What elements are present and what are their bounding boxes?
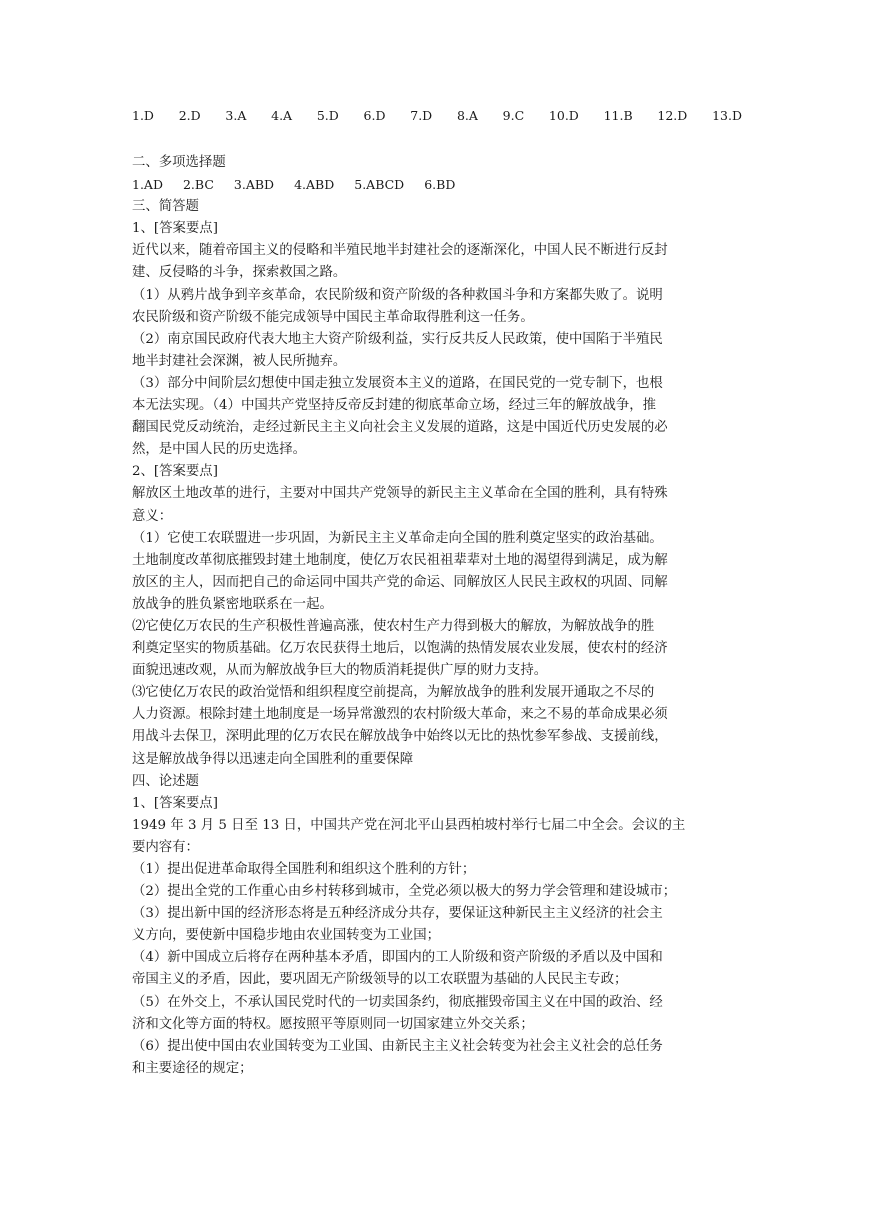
- text-line: ⑵它使亿万农民的生产积极性普遍高涨，使农村生产力得到极大的解放，为解放战争的胜: [132, 618, 655, 634]
- text-line: 1949 年 3 月 5 日至 13 日，中国共产党在河北平山县西柏坡村举行七届二中全会。会议的主: [132, 817, 686, 833]
- text-line: 意义：: [132, 508, 173, 524]
- answer-item: 9.C: [502, 108, 525, 123]
- text-line: 和主要途径的规定；: [132, 1060, 253, 1076]
- section-heading-multiple-choice: 二、多项选择题: [132, 155, 226, 170]
- text-line: （1）从鸦片战争到辛亥革命，农民阶级和资产阶级的各种救国斗争和方案都失败了。说明: [132, 287, 663, 303]
- answer-item: 8.A: [456, 108, 478, 123]
- text-line: （3）部分中间阶层幻想使中国走独立发展资本主义的道路，在国民党的一党专制下，也根: [132, 375, 663, 391]
- question-label: 1、[答案要点]: [132, 221, 218, 237]
- text-line: 济和文化等方面的特权。愿按照平等原则同一切国家建立外交关系；: [132, 1016, 534, 1032]
- text-line: 用战斗去保卫，深明此理的亿万农民在解放战争中始终以无比的热忱参军参战、支援前线，: [132, 729, 668, 745]
- text-line: （1）提出促进革命取得全国胜利和组织这个胜利的方针；: [132, 862, 476, 877]
- text-line: 放区的主人，因而把自己的命运同中国共产党的命运、同解放区人民民主政权的巩固、同解: [132, 574, 668, 590]
- text-line: （2）南京国民政府代表大地主大资产阶级利益，实行反共反人民政策，使中国陷于半殖民: [132, 331, 663, 347]
- text-line: ⑶它使亿万农民的政治觉悟和组织程度空前提高，为解放战争的胜利发展开通取之不尽的: [132, 685, 655, 701]
- text-line: （3）提出新中国的经济形态将是五种经济成分共存，要保证这种新民主主义经济的社会主: [132, 906, 663, 922]
- answer-item: 4.A: [271, 108, 293, 123]
- text-line: （1）它使工农联盟进一步巩固，为新民主主义革命走向全国的胜利奠定坚实的政治基础。: [132, 530, 663, 546]
- question-label: 1、[答案要点]: [132, 795, 218, 811]
- answer-item: 5.D: [316, 108, 339, 123]
- text-line: 农民阶级和资产阶级不能完成领导中国民主革命取得胜利这一任务。: [132, 309, 534, 325]
- text-line: 人力资源。根除封建土地制度是一场异常激烈的农村阶级大革命，来之不易的革命成果必须: [132, 707, 668, 723]
- text-line: （6）提出使中国由农业国转变为工业国、由新民主主义社会转变为社会主义社会的总任务: [132, 1038, 663, 1054]
- answer-item: 6.BD: [424, 177, 456, 193]
- answer-item: 2.D: [178, 108, 201, 123]
- section-heading-short-answer: 三、简答题: [132, 199, 199, 215]
- answer-item: 5.ABCD: [354, 177, 405, 193]
- answer-item: 12.D: [657, 108, 688, 123]
- text-line: 翻国民党反动统治，走经过新民主主义向社会主义发展的道路，这是中国近代历史发展的必: [132, 420, 668, 436]
- text-line: 土地制度改革彻底摧毁封建土地制度，使亿万农民祖祖辈辈对土地的渴望得到满足，成为解: [132, 552, 668, 568]
- text-line: 建、反侵略的斗争，探索救国之路。: [132, 265, 347, 281]
- text-line: （2）提出全党的工作重心由乡村转移到城市，全党必须以极大的努力学会管理和建设城市；: [132, 884, 677, 900]
- text-line: 地半封建社会深渊，被人民所抛弃。: [132, 353, 347, 369]
- section-heading-essay: 四、论述题: [132, 773, 199, 789]
- text-line: 本无法实现。（4）中国共产党坚持反帝反封建的彻底革命立场，经过三年的解放战争，推: [132, 398, 657, 414]
- question-label: 2、[答案要点]: [132, 464, 218, 480]
- answer-item: 3.ABD: [233, 177, 275, 193]
- text-line: 要内容有：: [132, 839, 199, 855]
- answer-item: 1.AD: [132, 177, 163, 193]
- text-line: 放战争的胜负紧密地联系在一起。: [132, 596, 333, 612]
- text-line: 解放区土地改革的进行，主要对中国共产党领导的新民主主义革命在全国的胜利，具有特殊: [132, 486, 668, 502]
- text-line: 帝国主义的矛盾，因此，要巩固无产阶级领导的以工农联盟为基础的人民民主专政；: [132, 972, 628, 988]
- answer-item: 2.BC: [182, 177, 214, 193]
- text-line: （4）新中国成立后将存在两种基本矛盾，即国内的工人阶级和资产阶级的矛盾以及中国和: [132, 950, 663, 966]
- answer-item: 3.A: [225, 108, 247, 123]
- single-choice-answers: [132, 108, 742, 128]
- multiple-choice-answers: [132, 174, 744, 196]
- answer-item: 1.D: [132, 108, 154, 123]
- answer-item: 13.D: [712, 108, 742, 123]
- text-line: 这是解放战争得以迅速走向全国胜利的重要保障: [132, 751, 414, 767]
- answer-item: 11.B: [603, 108, 633, 123]
- text-line: （5）在外交上，不承认国民党时代的一切卖国条约，彻底摧毁帝国主义在中国的政治、经: [132, 994, 663, 1010]
- answer-item: 6.D: [363, 108, 386, 123]
- text-line: 近代以来，随着帝国主义的侵略和半殖民地半封建社会的逐渐深化，中国人民不断进行反封: [132, 243, 668, 259]
- answer-item: 7.D: [410, 108, 433, 123]
- text-line: 义方向，要使新中国稳步地由农业国转变为工业国；: [132, 928, 440, 944]
- text-line: 面貌迅速改观，从而为解放战争巨大的物质消耗提供广厚的财力支持。: [132, 663, 548, 679]
- answer-item: 4.ABD: [294, 177, 335, 193]
- text-line: 利奠定坚实的物质基础。亿万农民获得土地后，以饱满的热情发展农业发展，使农村的经济: [132, 641, 668, 657]
- text-line: 然，是中国人民的历史选择。: [132, 442, 307, 458]
- answer-item: 10.D: [548, 108, 579, 123]
- document-body: [132, 152, 744, 1080]
